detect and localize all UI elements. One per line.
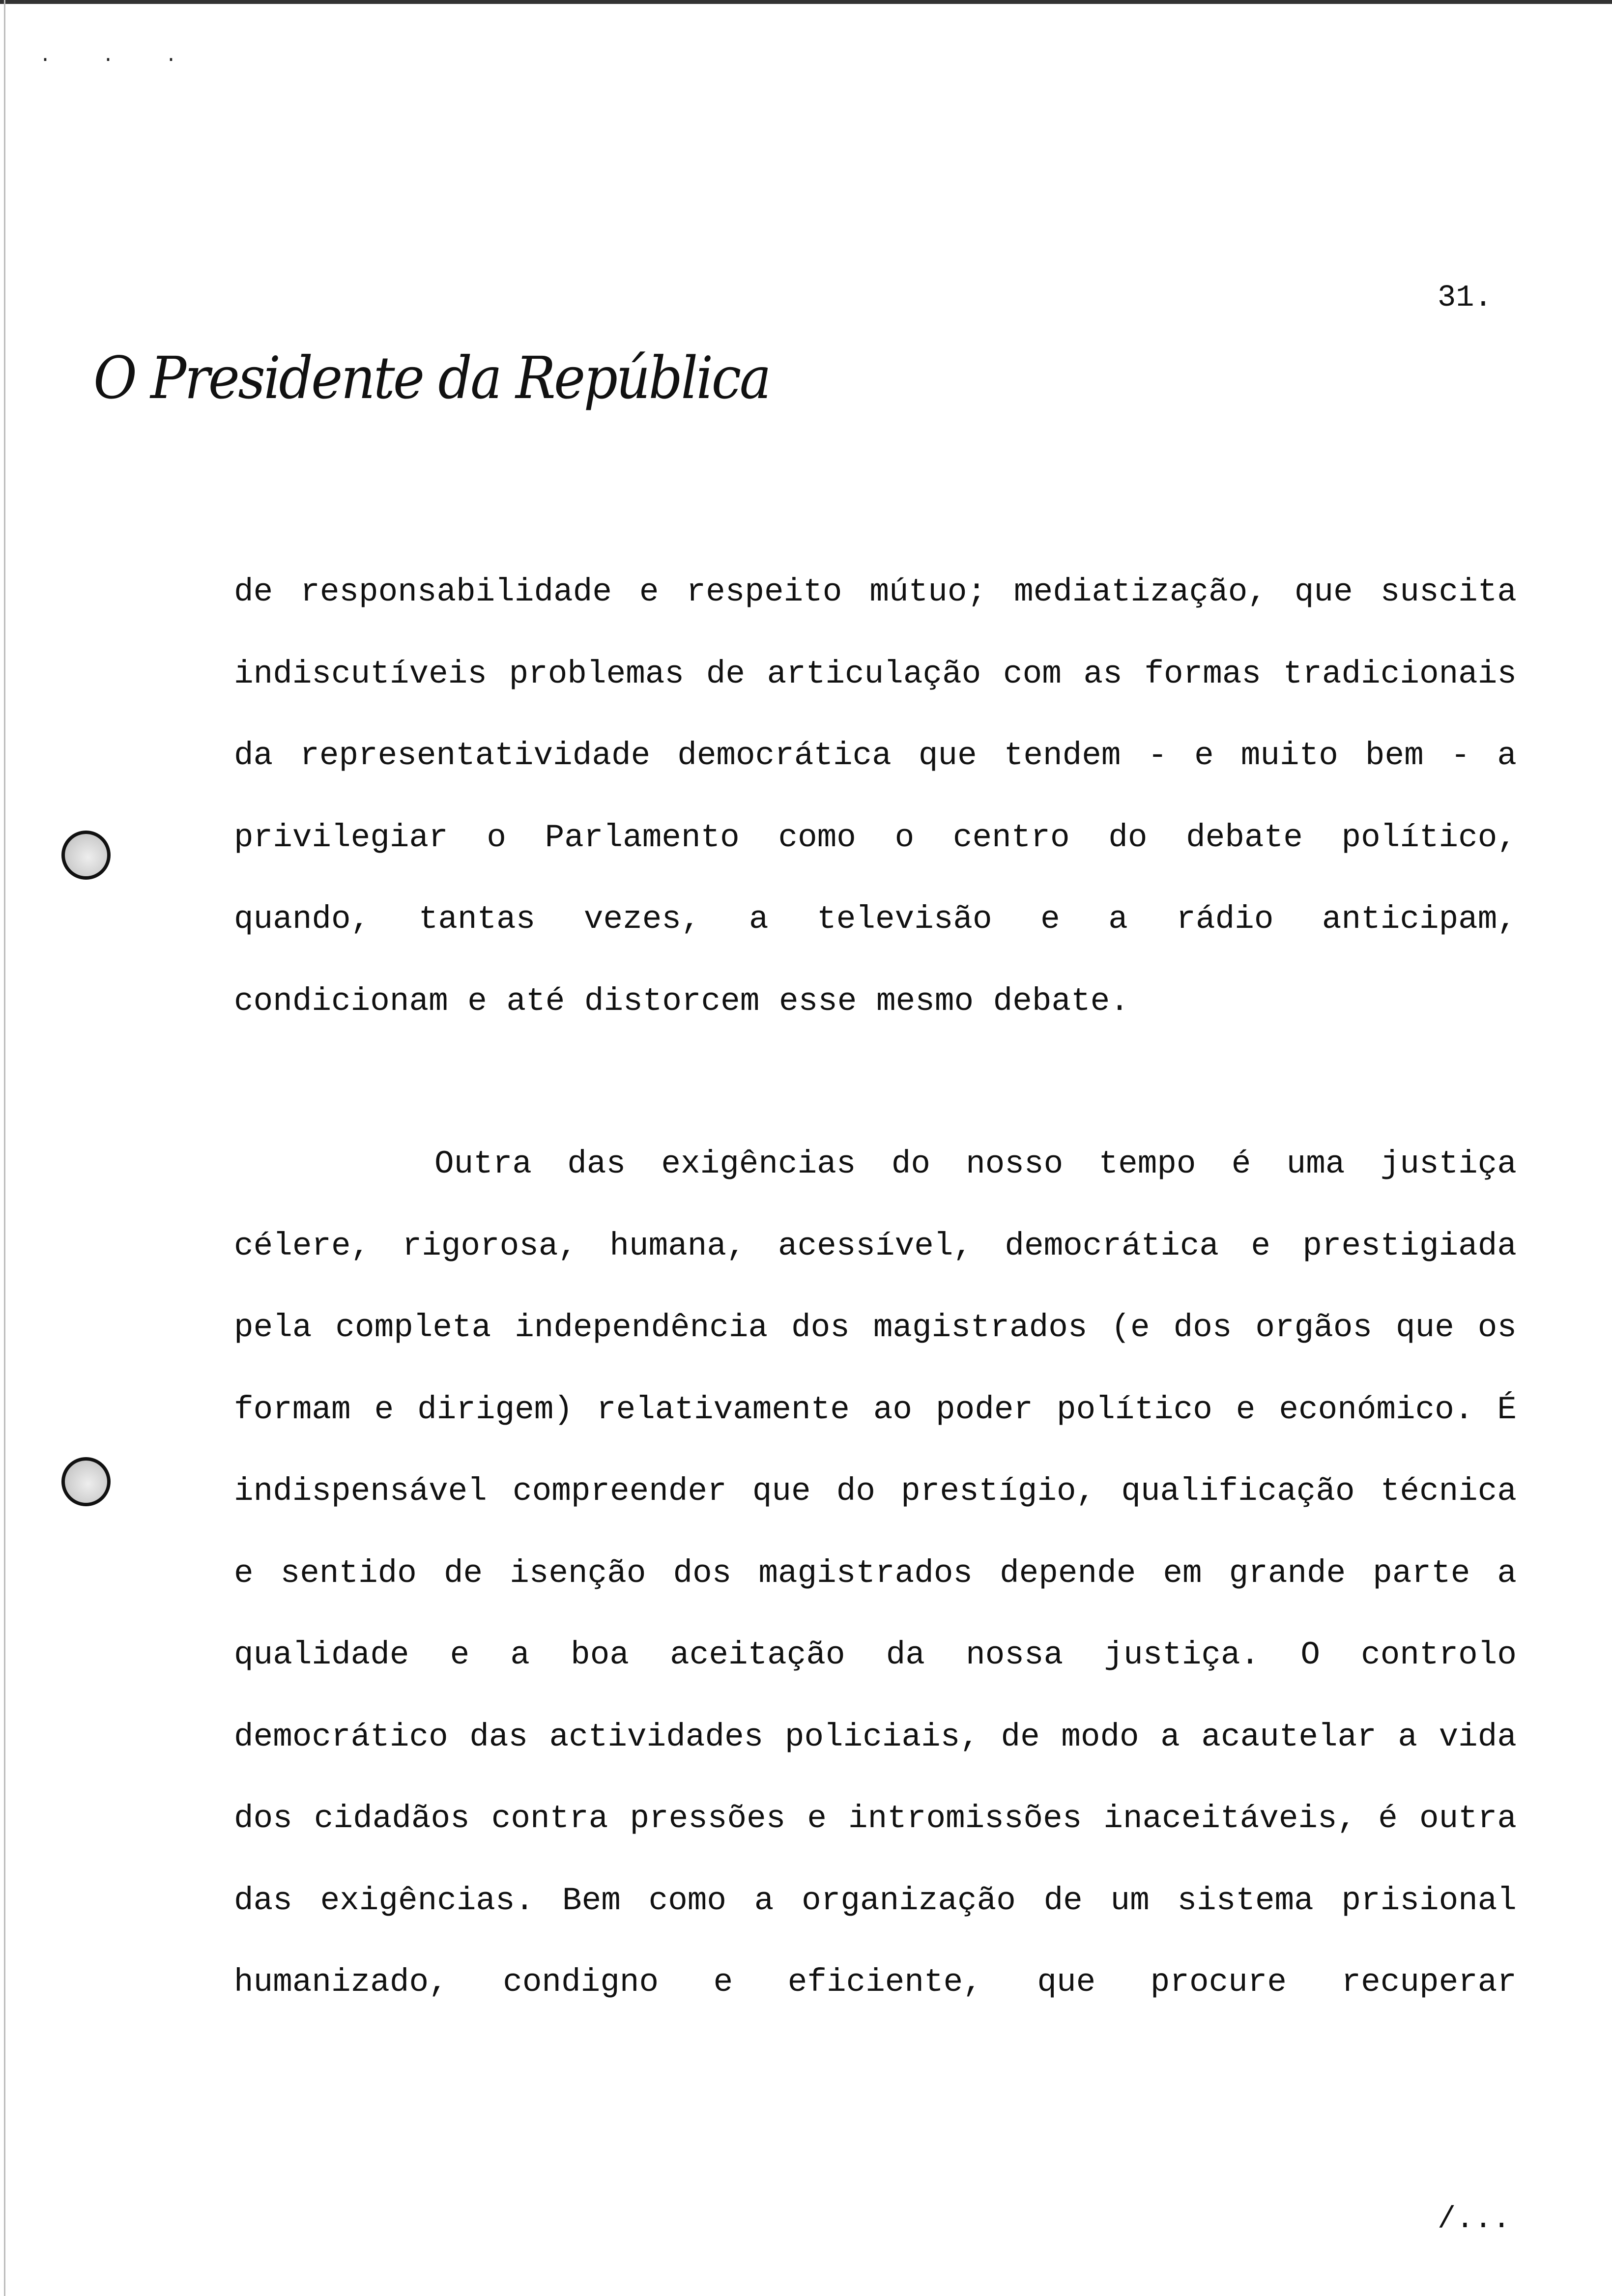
paragraph-continuation <box>234 573 1517 1063</box>
text-line: das exigências. Bem como a organização de um sistema prisional <box>234 1882 1517 1919</box>
paragraph-justice <box>234 1145 1517 2045</box>
page-number: 31. <box>1438 280 1493 315</box>
text-line: privilegiar o Parlamento como o centro do debate político, <box>234 819 1517 856</box>
text-line: da representatividade democrática que tendem - e muito bem - a <box>234 737 1517 774</box>
scan-left-edge <box>4 0 5 2296</box>
text-line: dos cidadãos contra pressões e intromissões inaceitáveis, é outra <box>234 1800 1517 1837</box>
text-line: e sentido de isenção dos magistrados depende em grande parte a <box>234 1554 1517 1592</box>
text-line: Outra das exigências do nosso tempo é uma justiça <box>434 1146 1517 1182</box>
scan-top-edge <box>0 0 1612 4</box>
punch-hole-icon <box>61 1457 111 1506</box>
punch-hole-icon <box>61 831 111 880</box>
text-line: pela completa independência dos magistrados (e dos orgãos que os <box>234 1309 1517 1346</box>
text-line: indiscutíveis problemas de articulação com as formas tradicionais <box>234 655 1517 692</box>
text-line: condicionam e até distorcem esse mesmo debate. <box>234 982 1129 1020</box>
text-line: célere, rigorosa, humana, acessível, democrática e prestigiada <box>234 1227 1517 1264</box>
text-line: quando, tantas vezes, a televisão e a rádio anticipam, <box>234 901 1517 938</box>
text-line: qualidade e a boa aceitação da nossa justiça. O controlo <box>234 1636 1517 1673</box>
text-line: de responsabilidade e respeito mútuo; mediatização, que suscita <box>234 574 1517 610</box>
continuation-mark: /... <box>1438 2202 1511 2237</box>
text-line: humanizado, condigno e eficiente, que procure recuperar <box>234 1964 1517 2001</box>
scan-specks: · · · <box>39 49 197 71</box>
text-line: indispensável compreender que do prestígio, qualificação técnica <box>234 1473 1517 1510</box>
text-line: formam e dirigem) relativamente ao poder político e económico. É <box>234 1391 1517 1428</box>
letterhead: O Presidente da República <box>93 344 770 412</box>
text-line: democrático das actividades policiais, de modo a acautelar a vida <box>234 1718 1517 1755</box>
